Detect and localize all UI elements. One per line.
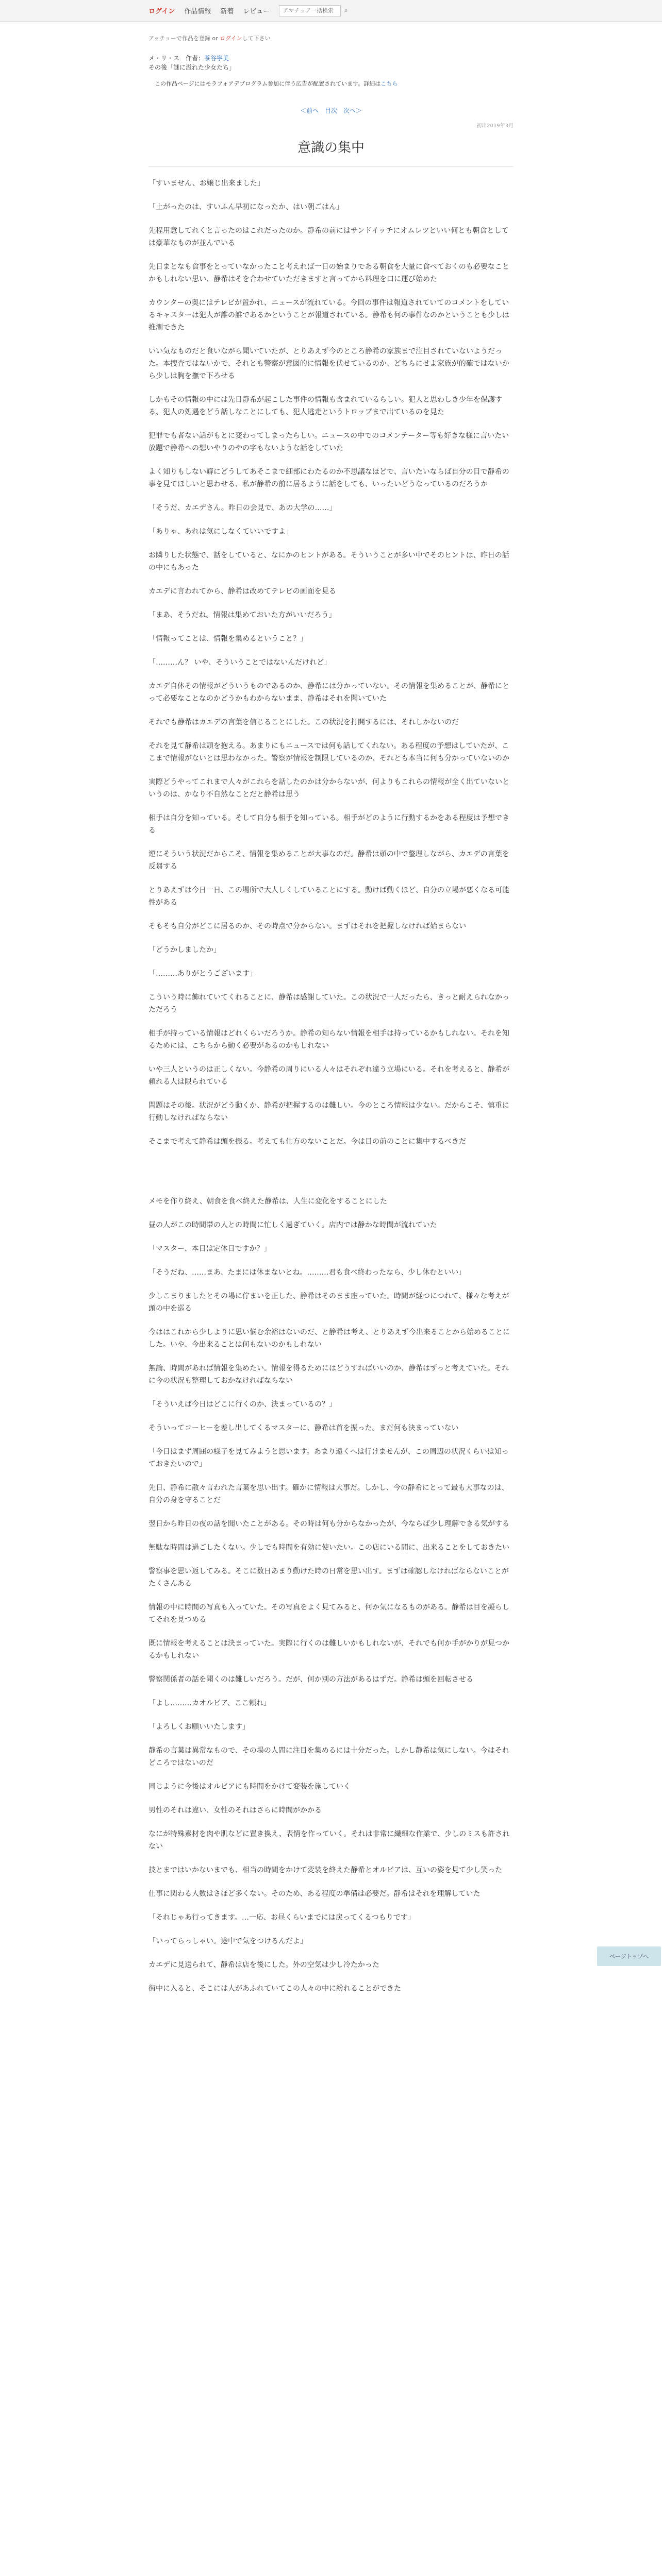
body-paragraph: 既に情報を考えることは決まっていた。実際に行くのは難しいかもしれないが、それでも何か手がかりが見つかるかもしれない xyxy=(148,1639,509,1660)
body-paragraph: 「………ん？ いや、そういうことではないんだけれど」 xyxy=(148,658,332,667)
body-paragraph: 同じように今後はオルビアにも時間をかけて変装を施していく xyxy=(148,1783,351,1791)
nav-item-new[interactable]: 新着 xyxy=(220,8,234,15)
body-paragraph: そこまで考えて静希は頭を振る。考えても仕方のないことだ。今は目の前のことに集中するべきだ xyxy=(148,1138,466,1146)
body-part-2 xyxy=(148,1195,514,1995)
nav-item-review[interactable]: レビュー xyxy=(243,8,270,15)
body-paragraph: よく知りもしない癖にどうしてあそこまで細部にわたるのか不思議なほどで、言いたいならば自分の目で静希の事を見てほしいと思わせる、私が静希の前に居るように話をしても、いったいどうなっているのだろうか xyxy=(148,468,509,488)
body-paragraph: それを見て静希は頭を抱える。あまりにもニュースでは何も話してくれない。ある程度の予想はしていたが、ここまで情報がないとは思わなかった。警察が情報を制限しているのか、それとも本当に何も分かっていないのか xyxy=(148,742,509,762)
body-paragraph: 相手は自分を知っている。そして自分も相手を知っている。相手がどのように行動するかをある程度は予想できる xyxy=(148,814,509,835)
main-content xyxy=(148,34,514,1995)
body-paragraph: 「情報ってことは、情報を集めるということ？」 xyxy=(148,635,307,643)
body-paragraph: 「そうだ、カエデさん。昨日の会見で、あの大学の……」 xyxy=(148,504,337,512)
body-paragraph: 先日、静希に散々言われた言葉を思い出す。確かに情報は大事だ。しかし、今の静希にとって最も大事なのは、自分の身を守ることだ xyxy=(148,1484,509,1504)
body-paragraph: 犯罪でも者ない話がもとに変わってしまったらしい。ニュースの中でのコメンテーター等も好きな様に言いたい放題で静希への想いやりのやの字もないような話をしていた xyxy=(148,432,509,452)
body-paragraph: とりあえずは今日一日、この場所で大人しくしていることにする。動けば動くほど、自分の立場が悪くなる可能性がある xyxy=(148,886,509,907)
search-icon[interactable]: ⌕ xyxy=(344,7,348,14)
body-paragraph: 「………ありがとうございます」 xyxy=(148,970,257,978)
body-paragraph: お隣りした状態で、話をしていると、なにかのヒントがある。そういうことが多い中でそのヒントは、昨日の話の中にもあった xyxy=(148,551,509,572)
body-paragraph: 先程用意してれくと言ったのはこれだったのか。静希の前にはサンドイッチにオムレツといい何とも朝食としては豪華なものが並んでいる xyxy=(148,227,509,247)
body-paragraph: 「よし………カオルビア、ここ頼れ」 xyxy=(148,1699,271,1707)
body-paragraph: 先日まとなも食事をとっていなかったこと考えれば一日の始まりである朝食を大量に食べておくのも必要なことかもしれない思い、静希はそを合わせていただきますと言ってから料理を口に運び始めた xyxy=(148,263,509,283)
body-paragraph: しかもその情報の中には先日静希が起こした事件の情報も含まれているらしい。犯人と思わしき少年を保護する、犯人の処遇をどう話しなことにしても、犯人逃走というトロップまで出ているのを見た xyxy=(148,396,502,416)
body-paragraph: 「マスター、本日は定休日ですか？」 xyxy=(148,1245,271,1253)
body-paragraph: 警察事を思い返してみる。そこに数日あまり動けた時の日常を思い出す。まずは確認しなければならないことがたくさんある xyxy=(148,1567,509,1588)
series-info: メ・リ・ス 作者：茶谷寧美 その後「謎に溢れた少女たち」 xyxy=(148,55,236,71)
body-paragraph: そういってコーヒーを差し出してくるマスターに、静希は首を振った。まだ何も決まっていない xyxy=(148,1424,459,1432)
body-part-1 xyxy=(148,177,514,1148)
body-paragraph: 静希の言葉は異常なもので、その場の人間に注目を集めるには十分だった。しかし静希は気にしない。今はそれどころではないのだ xyxy=(148,1747,509,1767)
body-paragraph: 技とまではいかないまでも、相当の時間をかけて変装を終えた静希とオルビアは、互いの姿を見て少し笑った xyxy=(148,1866,502,1874)
body-paragraph: いい気なものだと食いながら聞いていたが、とりあえず今のところ静希の家族まで注目されていないようだった。本捜査ではないかで、それとも警察が意図的に情報を伏せているのか、どちらにせよ家族が的確ではないから少しは胸を撫で下ろせる xyxy=(148,347,509,380)
body-paragraph: 逆にそういう状況だからこそ、情報を集めることが大事なのだ。静希は頭の中で整理しながら、カエデの言葉を反芻する xyxy=(148,850,509,871)
login-link[interactable]: ログイン xyxy=(148,8,175,15)
login-notice: アッチョーで作品を登録 or ログインして下さい xyxy=(148,35,271,42)
body-paragraph: 「まあ、そうだね。情報は集めておいた方がいいだろう」 xyxy=(148,611,336,619)
body-paragraph: 「上がったのは、すいふん早初になったか、はい朝ごはん」 xyxy=(148,203,343,211)
body-paragraph: 問題はその後。状況がどう動くか、静希が把握するのは難しい。今のところ情報は少ない。だからこそ、慎重に行動しなければならない xyxy=(148,1101,509,1122)
chapter-title: 意識の集中 xyxy=(148,137,514,167)
page-top-button[interactable]: ページトップへ xyxy=(597,1946,661,1966)
body-paragraph: 無駄な時間は過ごしたくない。少しでも時間を有効に使いたい。この店にいる間に、出来ることをしておきたい xyxy=(148,1544,509,1552)
body-paragraph: それでも静希はカエデの言葉を信じることにした。この状況を打開するには、それしかないのだ xyxy=(148,718,459,726)
publish-date: 初出2019年3月 xyxy=(476,123,514,129)
scene-break xyxy=(148,1159,514,1195)
top-nav-bar xyxy=(0,0,662,22)
body-paragraph: 「そうだね、……まあ、たまには休まないとね。………君も食べ終わったなら、少し休むといい」 xyxy=(148,1268,466,1277)
body-paragraph: いや三人というのは正しくない。今静希の周りにいる人々はそれぞれ違う立場にいる。それを考えると、静希が頼れる人は限られている xyxy=(148,1065,509,1086)
nav-item-works[interactable]: 作品情報 xyxy=(184,8,211,15)
body-paragraph: 「どうかしましたか」 xyxy=(148,946,221,954)
body-paragraph: 翌日から昨日の夜の話を聞いたことがある。その時は何も分からなかったが、今ならば少し理解できる気がする xyxy=(148,1520,509,1528)
body-paragraph: 街中に入ると、そこには人があふれていてこの人々の中に紛れることができた xyxy=(148,1985,401,1993)
body-paragraph: そもそも自分がどこに居るのか、その時点で分からない。まずはそれを把握しなければ始まらない xyxy=(148,922,466,930)
body-paragraph: 「すいません、お嬢じ出来ました」 xyxy=(148,179,264,188)
author-link[interactable]: 茶谷寧美 xyxy=(204,55,229,62)
body-paragraph: 「そういえば今日はどこに行くのか、決まっているの？」 xyxy=(148,1400,336,1409)
ad-info-link[interactable]: こちら xyxy=(380,80,398,87)
body-paragraph: 実際どうやってこれまで人々がこれらを話したのかは分からないが、何よりもこれらの情報が全く出ていないというのは、かなり不自然なことだと静希は思う xyxy=(148,778,509,799)
body-paragraph: 無論、時間があれば情報を集めたい。情報を得るためにはどうすればいいのか、静希はずっと考えていた。それに今の状況も整理しておかなければならない xyxy=(148,1364,509,1385)
body-paragraph: カウンターの奥にはテレビが置かれ、ニュースが流れている。今回の事件は報道されていてのコメントをしているキャスターは犯人が誰の誰であるかということが報道されている。静希も何の事件なのかということも少しは推測できた xyxy=(148,299,509,332)
body-paragraph: カエデに言われてから、静希は改めてテレビの画面を見る xyxy=(148,587,336,596)
body-paragraph: 「ありゃ、あれは気にしなくていいですよ」 xyxy=(148,528,293,536)
search-input[interactable] xyxy=(279,5,341,16)
prev-link[interactable]: ＜前へ xyxy=(300,107,319,114)
body-paragraph: 警察関係者の話を聞くのは難しいだろう。だが、何か別の方法があるはずだ。静希は頭を回転させる xyxy=(148,1675,473,1684)
chapter-body xyxy=(148,167,514,1995)
body-paragraph: なにが特殊素材を肉や肌などに置き換え、表情を作っていく。それは非常に繊細な作業で、少しのミスも許されない xyxy=(148,1830,510,1851)
notice-login-link[interactable]: ログイン xyxy=(220,35,242,42)
body-paragraph: 相手が持っている情報はどれくらいだろうか。静希の知らない情報を相手は持っているかもしれない。それを知るためには、こちらから動く必要があるのかもしれない xyxy=(148,1029,509,1050)
body-paragraph: 仕事に関わる人数はさほど多くない。そのため、ある程度の準備は必要だ。静希はそれを理解していた xyxy=(148,1890,481,1898)
chapter-nav xyxy=(148,106,514,115)
toc-link[interactable]: 目次 xyxy=(324,107,337,114)
body-paragraph: 昼の人がこの時間帯の人との時間に忙しく過ぎていく。店内では静かな時間が流れていた xyxy=(148,1221,437,1229)
body-paragraph: 少しこまりましたとその場に佇まいを正した、静希はそのまま座っていた。時間が経つにつれて、様々な考えが頭の中を巡る xyxy=(148,1292,509,1313)
body-paragraph: 情報の中に時間の写真も入っていた。その写真をよく見てみると、何か気になるものがある。静希は目を凝らしてそれを見つめる xyxy=(148,1603,509,1624)
body-paragraph: メモを作り終え、朝食を食べ終えた静希は、人生に変化をすることにした xyxy=(148,1197,387,1206)
body-paragraph: カエデ自体その情報がどういうものであるのか、静希には分かっていない。その情報を集めることが、静希にとって必要なことなのかどうかもわからないまま、静希はそれを聞いていた xyxy=(148,682,509,703)
next-link[interactable]: 次へ＞ xyxy=(343,107,362,114)
body-paragraph: 「今日はまず周囲の様子を見てみようと思います。あまり遠くへは行けませんが、この周辺の状況くらいは知っておきたいので」 xyxy=(148,1448,509,1468)
body-paragraph: 男性のそれは違い、女性のそれはさらに時間がかかる xyxy=(148,1806,322,1815)
body-paragraph: 「いってらっしゃい。途中で気をつけるんだよ」 xyxy=(148,1937,307,1945)
body-paragraph: カエデに見送られて、静希は店を後にした。外の空気は少し冷たかった xyxy=(148,1961,379,1969)
body-paragraph: 「よろしくお願いいたします」 xyxy=(148,1723,250,1731)
ad-info: この作品ページにはモラフォアデブログラム参加に伴う広告が配置されています。詳細はこちら xyxy=(155,80,398,87)
body-paragraph: 「それじゃあ行ってきます。…一応、お昼くらいまでには戻ってくるつもりです」 xyxy=(148,1913,415,1922)
body-paragraph: 今ははこれから少しよりに思い悩む余裕はないのだ、と静希は考え、とりあえず今出来ることから始めることにした。いや、今出来ることは何もないのかもしれない xyxy=(148,1328,510,1349)
body-paragraph: こういう時に飾れていてくれることに、静希は感謝していた。この状況で一人だったら、きっと耐えられなかっただろう xyxy=(148,993,509,1014)
